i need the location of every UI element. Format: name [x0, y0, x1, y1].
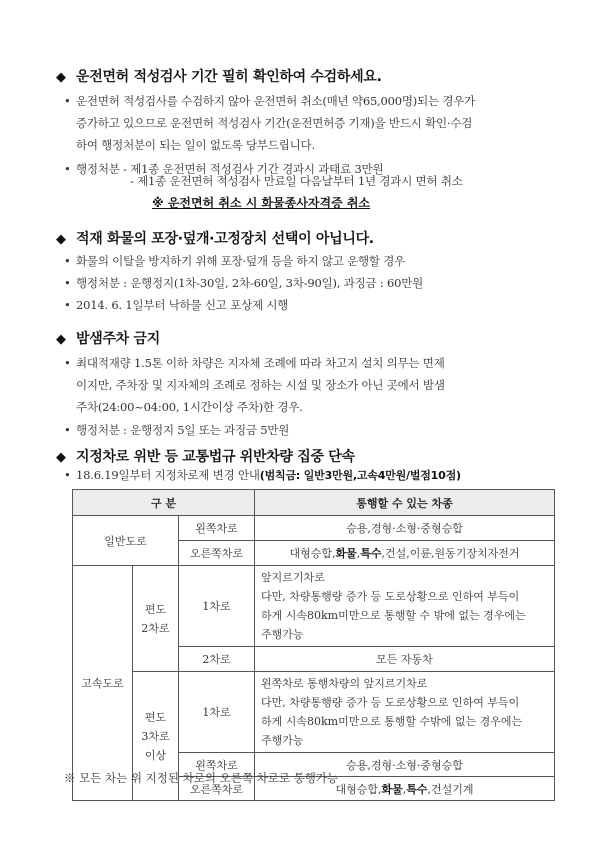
list-item: • 화물의 이탈을 방지하기 위해 포장·덮개 등을 하지 않고 운행할 경우 [64, 250, 405, 272]
right-lane-cell: 오른쪽차로 [179, 541, 255, 566]
diamond-bullet-icon: ◆ [56, 450, 66, 465]
license-cancel-notice: ※ 운전면허 취소 시 화물종사자격증 취소 [152, 196, 371, 210]
vehicle-types-cell: 앞지르기차로 다만, 차량통행량 증가 등 도로상황으로 인하여 부득이 하게 시속80km미만으로 통행할 수 밖에 없는 경우에는 주행가능 [255, 566, 555, 647]
bullet-dot-icon: • [64, 423, 71, 437]
bullet-dot-icon: • [64, 356, 71, 370]
list-item-continuation: 증가하고 있으므로 운전면허 적성검사 기간(운전면허증 기재)을 반드시 확인·수검 [76, 116, 473, 130]
vehicle-types-cell: 승용,경형·소형·중형승합 [255, 516, 555, 541]
bullet-dot-icon: • [64, 162, 71, 176]
vehicle-types-cell: 모든 자동차 [255, 647, 555, 672]
lane1-cell: 1차로 [179, 566, 255, 647]
section-title-cargo-securing: ◆ 적재 화물의 포장·덮개·고정장치 선택이 아닙니다. [56, 231, 374, 247]
bullet-dot-icon: • [64, 94, 71, 108]
list-item-continuation: 하여 행정처분이 되는 일이 없도록 당부드립니다. [76, 138, 315, 152]
section-title-license-test: ◆ 운전면허 적성검사 기간 필히 확인하여 수검하세요. [56, 69, 382, 85]
lane2-cell: 2차로 [179, 647, 255, 672]
bullet-dot-icon: • [64, 468, 71, 482]
list-item: • 18.6.19일부터 지정차로제 변경 안내(범칙금: 일반3만원,고속4만원/벌점10점) [64, 464, 461, 487]
list-item: • 행정처분 : 운행정지(1차-30일, 2차-60일, 3차-90일), 과징금 : 60만원 [64, 272, 423, 294]
diamond-bullet-icon: ◆ [56, 332, 66, 347]
header-category: 구 분 [73, 490, 255, 516]
bullet-dot-icon: • [64, 254, 71, 268]
list-item: • 운전면허 적성검사를 수검하지 않아 운전면허 취소(매년 약65,000명)되는 경우가 [64, 90, 475, 112]
diamond-bullet-icon: ◆ [56, 70, 66, 85]
left-lane-cell: 왼쪽차로 [179, 516, 255, 541]
list-item-continuation: - 제1종 운전면허 적성검사 만료일 다음날부터 1년 경과시 면허 취소 [130, 174, 463, 188]
list-item: • 2014. 6. 1일부터 낙하물 신고 포상제 시행 [64, 294, 288, 316]
list-item-continuation: 주차(24:00~04:00, 1시간이상 주차)한 경우. [76, 400, 303, 414]
section-title-lane-enforcement: ◆ 지정차로 위반 등 교통법규 위반차량 집중 단속 [56, 449, 355, 465]
table-row [73, 672, 555, 753]
table-row [73, 566, 555, 647]
list-item-continuation: 이지만, 주차장 및 지자체의 조례로 정하는 시설 및 장소가 아닌 곳에서 밤샘 [76, 378, 445, 392]
oneway-2lane-cell: 편도 2차로 [133, 566, 179, 672]
list-item: • 행정처분 : 운행정지 5일 또는 과징금 5만원 [64, 419, 289, 441]
list-item: • 최대적재량 1.5톤 이하 차량은 지자체 조례에 따라 차고지 설치 의무는 면제 [64, 352, 445, 374]
bullet-dot-icon: • [64, 276, 71, 290]
list-item: • 행정처분 - 제1종 운전면허 적성검사 기간 경과시 과태료 3만원 [64, 158, 383, 180]
vehicle-types-cell: 왼쪽차로 통행차량의 앞지르기차로 다만, 차량통행량 증가 등 도로상황으로 인하여 부득이 하게 시속80km미만으로 통행할 수밖에 없는 경우에는 주행가능 [255, 672, 555, 753]
table-footnote: ※ 모든 차는 위 지정된 차로의 오른쪽 차로로 통행가능 [64, 771, 339, 785]
header-vehicles: 통행할 수 있는 차종 [255, 490, 555, 516]
table-row [73, 516, 555, 541]
left-lane-cell: 왼쪽차로 [179, 753, 255, 777]
general-road-cell: 일반도로 [73, 516, 179, 566]
bullet-dot-icon: • [64, 298, 71, 312]
right-lane-cell: 오른쪽차로 [179, 777, 255, 801]
vehicle-types-cell: 대형승합,화물,특수,건설,이륜,원동기장치자전거 [255, 541, 555, 566]
lane1-cell: 1차로 [179, 672, 255, 753]
section-title-overnight-parking: ◆ 밤샘주차 금지 [56, 331, 160, 347]
designated-lane-table [72, 489, 555, 801]
diamond-bullet-icon: ◆ [56, 232, 66, 247]
oneway-3lane-cell: 편도 3차로 이상 [133, 672, 179, 801]
table-header-row [73, 490, 555, 516]
vehicle-types-cell: 승용,경형·소형·중형승합 [255, 753, 555, 777]
vehicle-types-cell: 대형승합,화물,특수,건설기계 [255, 777, 555, 801]
highway-cell: 고속도로 [73, 566, 133, 801]
